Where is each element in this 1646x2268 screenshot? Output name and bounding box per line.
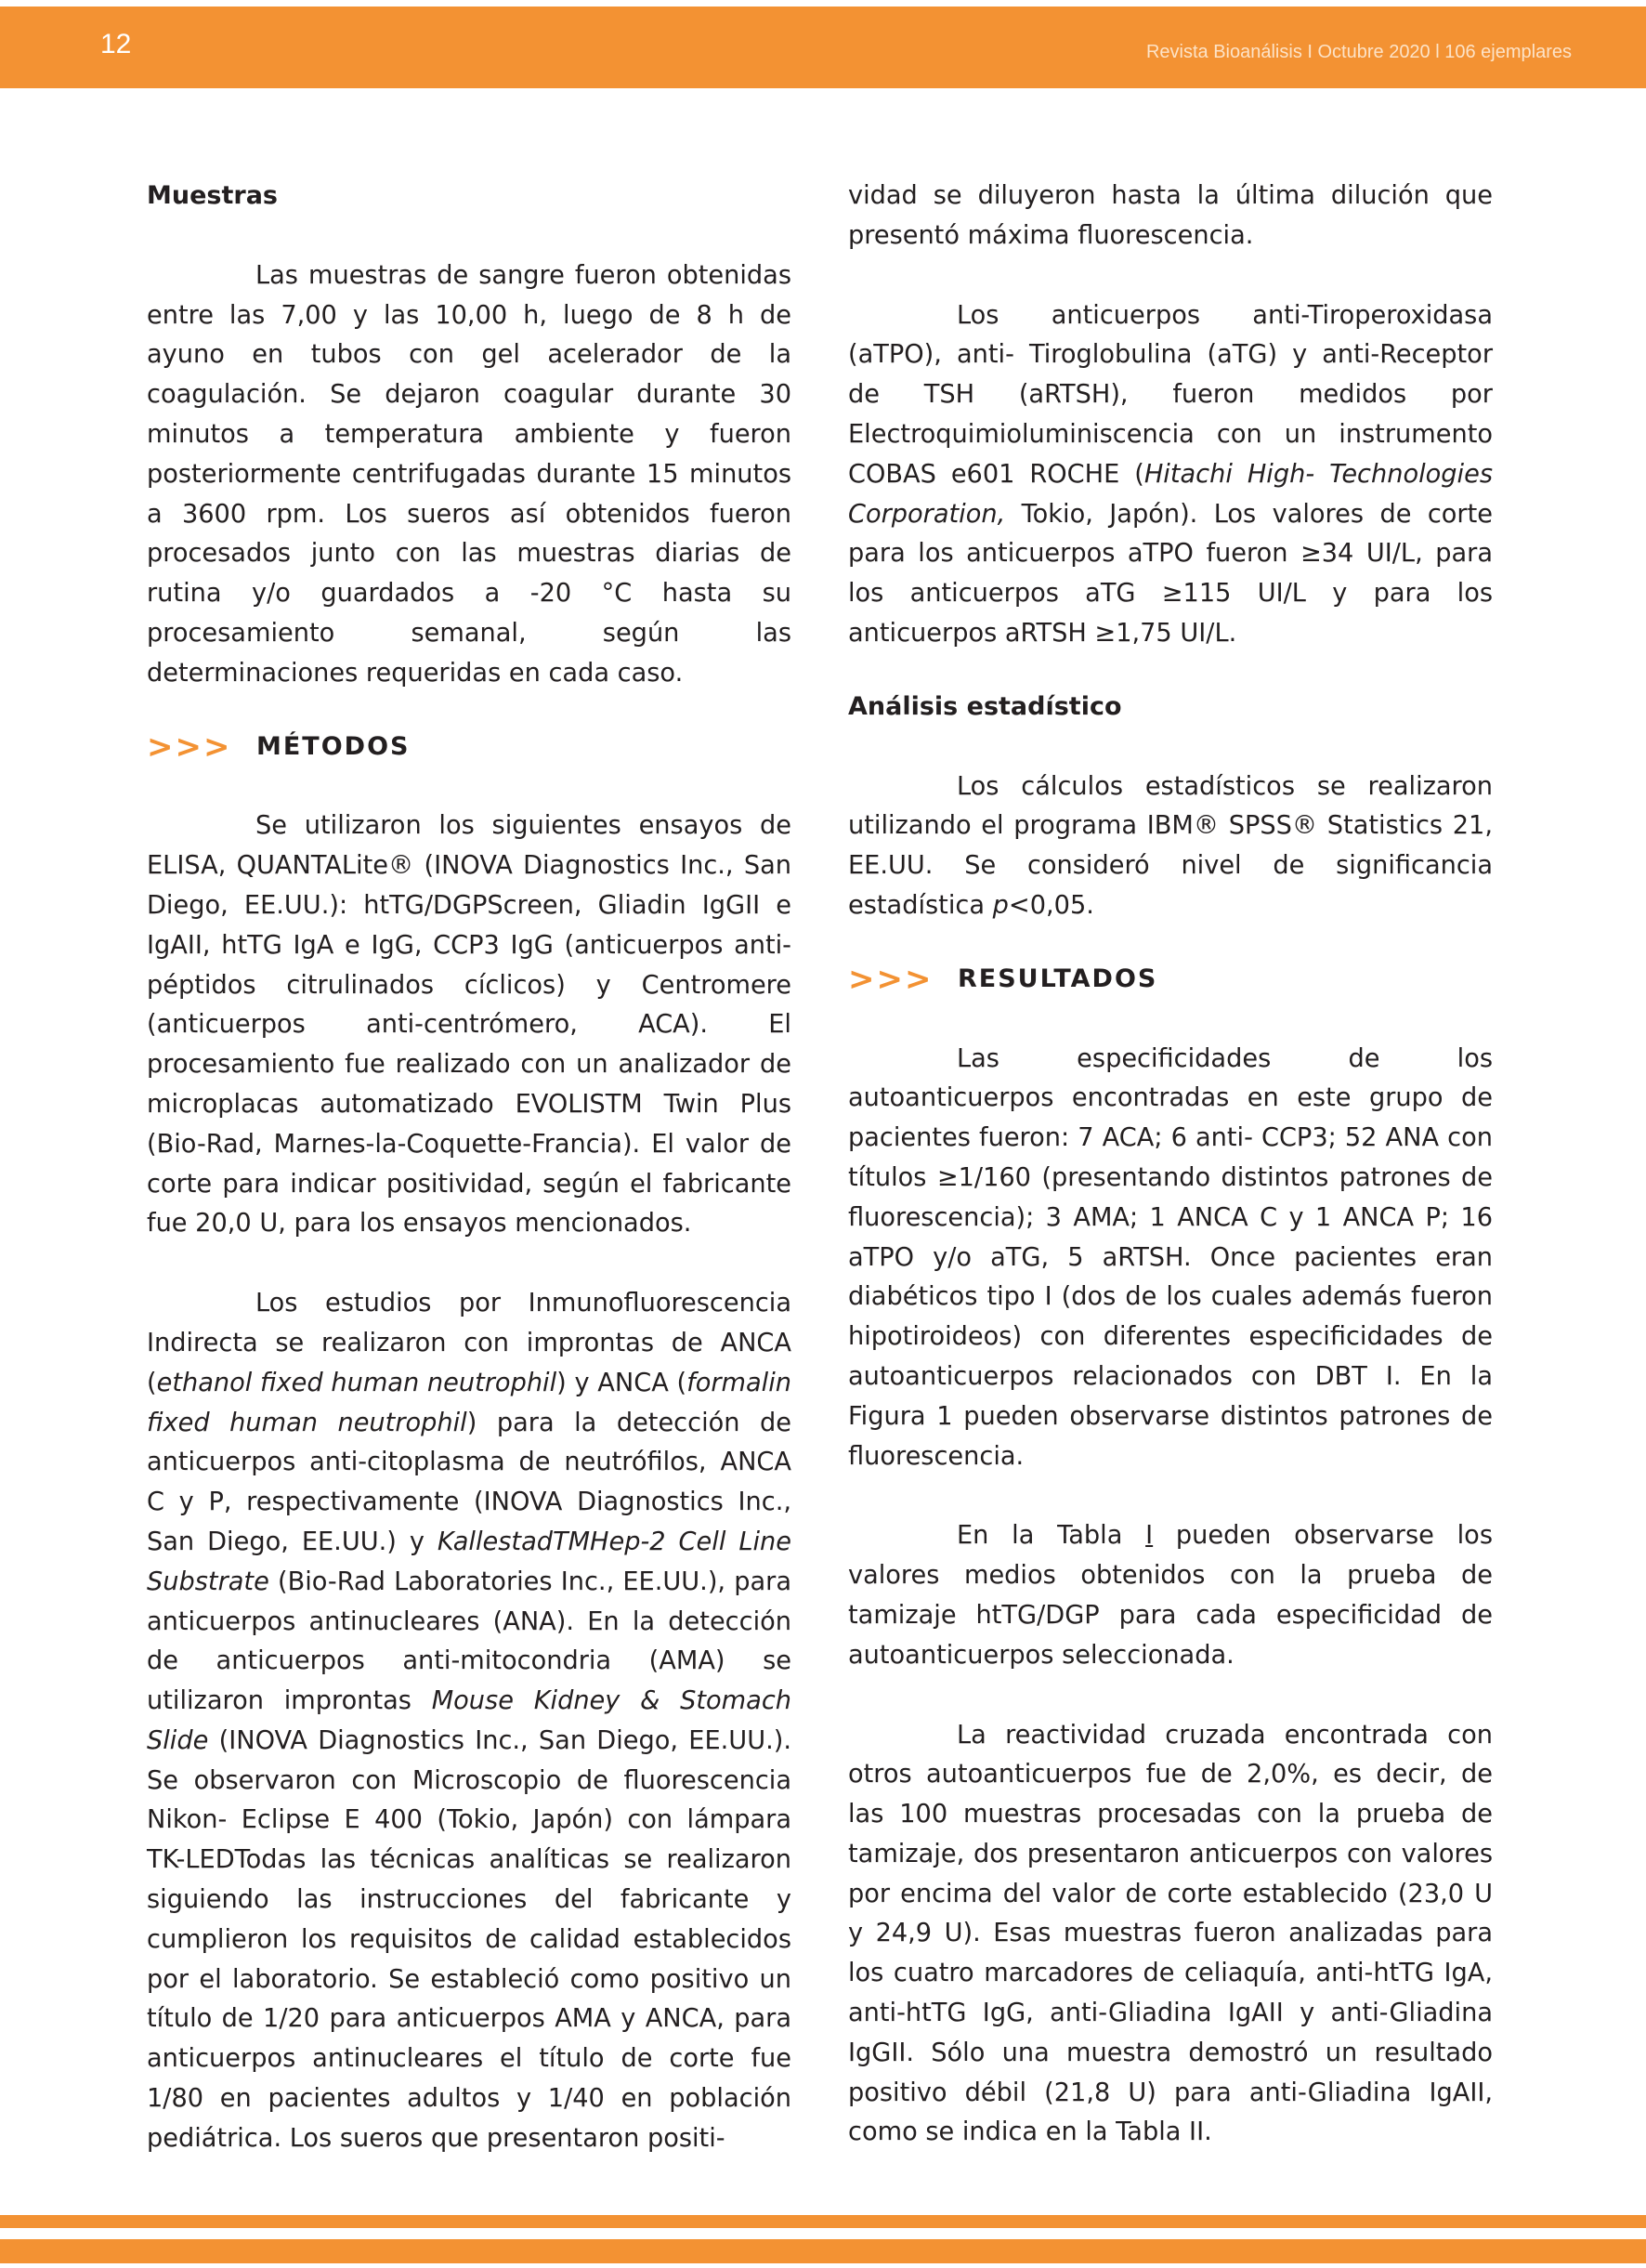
page-number: 12 [100, 29, 132, 59]
left-column [147, 177, 791, 2159]
italic-run: KallestadTMHep-2 Cell Line Substrate [147, 1527, 791, 1596]
text-run: <0,05. [1008, 890, 1094, 920]
analisis-heading: Análisis estadístico [848, 691, 1122, 721]
italic-run: ethanol fixed human neutrophil [156, 1368, 557, 1397]
text-run: ) para la detección de anticuerpos anti-citoplasma de neutrófilos, ANCA C y P, respectivamente (INOVA Diagnostics Inc., San Diego, EE.UU.) y [147, 1408, 791, 1556]
tiroides-paragraph [848, 296, 1493, 654]
footer-bar-thick [0, 2239, 1646, 2263]
section-arrows-icon: >>> [848, 960, 934, 998]
resultados-paragraph-2 [848, 1516, 1493, 1675]
resultados-paragraph-1: Las especificidades de los autoanticuerpos encontradas en este grupo de pacientes fueron: 7 ACA; 6 anti- CCP3; 52 ANA con títulos ≥1/160 (presentando distintos patrones de fluorescencia); 3 AMA; 1 ANCA C y 1 ANCA P; 16 aTPO y/o aTG, 5 aRTSH. Once pacientes eran diabéticos tipo I (dos de los cuales además fueron hipotiroideos) con diferentes especificidades de autoanticuerpos relacionados con DBT I. En la Figura 1 pueden observarse distintos patrones de fluorescencia. [848, 1043, 1493, 1471]
text-run: pueden observarse los valores medios obtenidos con la prueba de tamizaje htTG/DGP para cada especificidad de autoanticuerpos seleccionada. [848, 1521, 1493, 1670]
right-column [848, 177, 1493, 2153]
header-bar [0, 7, 1646, 88]
footer-bar-thin [0, 2215, 1646, 2228]
metodos-title: MÉTODOS [256, 731, 411, 761]
section-arrows-icon: >>> [147, 728, 232, 766]
italic-run: formalin fixed human neutrophil [147, 1368, 791, 1437]
text-run: (INOVA Diagnostics Inc., San Diego, EE.UU.). Se observaron con Microscopio de fluorescencia Nikon- Eclipse E 400 (Tokio, Japón) con lámpara TK-LEDTodas las técnicas analíticas se realizaron siguiendo las instrucciones del fabricante y cumplieron los requisitos de calidad establecidos por el laboratorio. Se estableció como positivo un título de 1/20 para anticuerpos AMA y ANCA, para anticuerpos antinucleares el título de corte fue 1/80 en pacientes adultos y 1/40 en población pediátrica. Los sueros que presentaron positi- [147, 1725, 791, 2153]
analisis-paragraph [848, 767, 1493, 926]
italic-run: Hitachi High- Technologies Corporation, [848, 459, 1493, 529]
running-head: Revista Bioanálisis I Octubre 2020 l 106 ejemplares [1145, 42, 1572, 62]
metodos-paragraph-1: Se utilizaron los siguientes ensayos de ELISA, QUANTALite® (INOVA Diagnostics Inc., San Diego, EE.UU.): htTG/DGPScreen, Gliadin IgGII e IgAII, htTG IgA e IgG, CCP3 IgG (anticuerpos anti-péptidos citrulinados cíclicos) y Centromere (anticuerpos anti-centrómero, ACA). El procesamiento fue realizado con un analizador de microplacas automatizado EVOLISTM Twin Plus (Bio-Rad, Marnes-la-Coquette-Francia). El valor de corte para indicar positividad, según el fabricante fue 20,0 U, para los ensayos mencionados. [147, 811, 791, 1239]
text-run: (Bio-Rad Laboratories Inc., EE.UU.), para anticuerpos antinucleares (ANA). En la detección de anticuerpos anti-mitocondria (AMA) se utilizaron improntas [147, 1567, 791, 1716]
muestras-heading: Muestras [147, 181, 278, 210]
text-run: Tokio, Japón). Los valores de corte para los anticuerpos aTPO fueron ≥34 UI/L, para los anticuerpos aTG ≥115 UI/L y para los anticuerpos aRTSH ≥1,75 UI/L. [848, 499, 1493, 648]
text-run: Los estudios por Inmunofluorescencia Indirecta se realizaron con improntas de ANCA ( [147, 1289, 791, 1397]
text-run: Los cálculos estadísticos se realizaron utilizando el programa IBM® SPSS® Statistics 21, EE.UU. Se consideró nivel de significancia estadística [848, 771, 1493, 920]
continued-paragraph: vidad se diluyeron hasta la última dilución que presentó máxima fluorescencia. [848, 181, 1493, 250]
text-run: En la Tabla [957, 1521, 1146, 1551]
italic-run: p [992, 890, 1009, 920]
resultados-title: RESULTADOS [958, 964, 1158, 993]
metodos-heading [147, 728, 791, 767]
metodos-paragraph-2 [147, 1284, 791, 2159]
text-run: ) y ANCA ( [556, 1368, 687, 1397]
italic-run: Mouse Kidney & Stomach Slide [147, 1686, 791, 1755]
table-link[interactable]: I [1145, 1521, 1154, 1551]
muestras-paragraph: Las muestras de sangre fueron obtenidas entre las 7,00 y las 10,00 h, luego de 8 h de ayuno en tubos con gel acelerador de la coagulación. Se dejaron coagular durante 30 minutos a temperatura ambiente y fueron posteriormente centrifugadas durante 15 minutos a 3600 rpm. Los sueros así obtenidos fueron procesados junto con las muestras diarias de rutina y/o guardados a -20 °C hasta su procesamiento semanal, según las determinaciones requeridas en cada caso. [147, 260, 791, 688]
text-run: Los anticuerpos anti-Tiroperoxidasa (aTPO), anti- Tiroglobulina (aTG) y anti-Receptor de TSH (aRTSH), fueron medidos por Electroquimioluminiscencia con un instrumento COBAS e601 ROCHE ( [848, 300, 1493, 489]
resultados-heading [848, 960, 1493, 1000]
resultados-paragraph-3: La reactividad cruzada encontrada con otros autoanticuerpos fue de 2,0%, es decir, de las 100 muestras procesadas con la prueba de tamizaje, dos presentaron anticuerpos con valores por encima del valor de corte establecido (23,0 U y 24,9 U). Esas muestras fueron analizadas para los cuatro marcadores de celiaquía, anti-htTG IgA, anti-htTG IgG, anti-Gliadina IgAII y anti-Gliadina IgGII. Sólo una muestra demostró un resultado positivo débil (21,8 U) para anti-Gliadina IgAII, como se indica en la Tabla II. [848, 1720, 1493, 2147]
